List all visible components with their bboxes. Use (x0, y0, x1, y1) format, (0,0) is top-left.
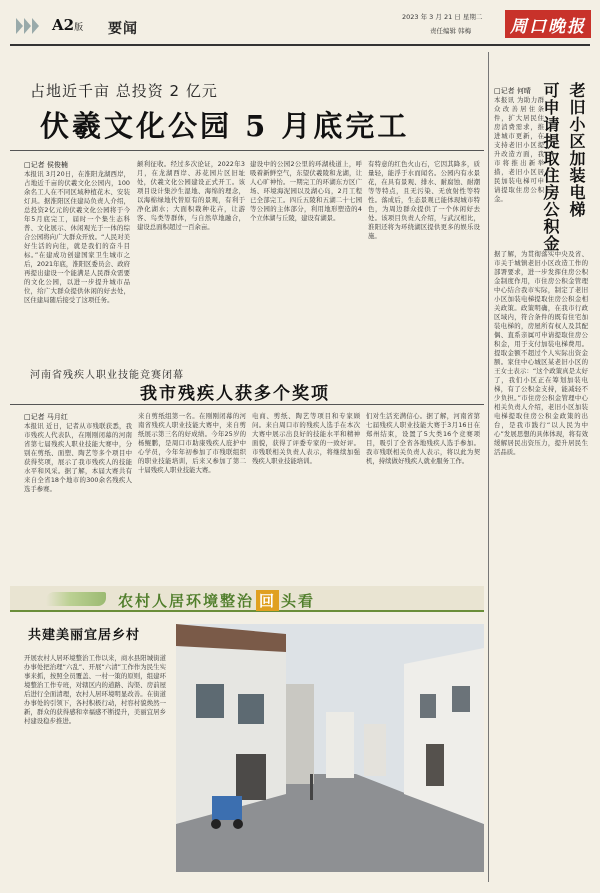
article3-subhead: 共建美丽宜居乡村 (28, 628, 141, 643)
article2-column-1 (24, 412, 132, 580)
header-arrows-icon (16, 18, 40, 38)
article3-text: 开展农村人居环境整治工作以来，商水县阳城街道办事处把治理“六乱”、开展“六清”工作作为民生实事来抓，按照全员覆盖、一村一策的原则，组建环境整治工作专班，对辖区内的道路、沟渠、房前屋后进行全面清理，农村人居环境明显改善。在街道办事处的引领下，各村积极行动，村容村貌焕然一新，群众的获得感和幸福感不断提升，美丽宜居乡村建设稳步推进。 (24, 654, 166, 725)
article2-rule (10, 404, 484, 405)
article4-headline-a: 老旧小区加装电梯 (567, 82, 586, 218)
article1-kicker: 占地近千亩 总投资 2 亿元 (30, 82, 218, 100)
article4-headline-b: 可申请提取住房公积金 (541, 82, 560, 252)
article4-intro-text: 本报讯 为助力群众改善居住条件，扩大居民住房消费需求，推进城市更新，在支持老旧小区提升改造方面，我市将推出新举措，老旧小区居民加装电梯可申请提取住房公积金。 (494, 96, 544, 203)
article1-byline: □记者 侯俊楠 (24, 161, 68, 169)
article4-body (494, 250, 588, 880)
article2-column-3 (252, 412, 360, 580)
article1-text-3: 建设中的公园2公里的环湖栈道上，呼吸着新鲜空气，东望伏羲陵和龙湖，让人心旷神怡。一期完工的环湖东方区广场、环境海泥园以及湖心岛，2月工程已全部完工。四丘五陵和五湖二十七园等公园的主体部分，利用地形塑造的4个立体湖与丘陵，建设有湖景。 (250, 160, 362, 222)
village-street-illustration (176, 624, 484, 872)
article2-column-4 (366, 412, 480, 580)
editors: 责任编辑 韩梅 (430, 27, 472, 35)
section-name: 要闻 (108, 21, 138, 37)
article1-column-4 (368, 160, 480, 360)
article1-column-3 (250, 160, 362, 360)
header-rule (10, 44, 590, 46)
banner-title: 农村人居环境整治 回 头看 (118, 592, 316, 610)
article1-text-2: 颠利征收。经过多次论证，2022年3月，在龙湖西岸、苏花园片区旧址处，伏羲文化公园建设正式开工。该项目设计集沙生湿地、海绵的理念，以海棉绿地代替原有的景观，有利于净化湖水；大面积栽种花卉，让游客、鸟类等群体，与自然草地融合，建设总面积超过一百余亩。 (137, 160, 245, 231)
article1-column-2 (137, 160, 245, 360)
article2-text-3: 电商、剪纸、陶艺等项目和专家顾问。来自周口市的残疾人选手在本次大赛中展示出良好的技能水平和精神面貌，获得了评委专家的一致好评。市残联相关负责人表示，将继续加强残疾人职业技能培训。 (252, 412, 360, 465)
article4-intro (494, 96, 544, 242)
article2-text-4: 们对生活充满信心。据了解，河南省第七届残疾人职业技能大赛于3月16日在郑州结束，设置了5大类16个竞赛项目，吸引了全省各地残疾人选手参加。我市残联相关负责人表示，将以此为契机，持续做好残疾人就业服务工作。 (366, 412, 480, 465)
article1-text-1: 本报讯 3月20日，在淮阳龙湖西岸，占地近千亩的伏羲文化公园内，100余名工人在不同区域种植花木、安装灯具。据淮阳区住建局负责人介绍，总投资2亿元的伏羲文化公园将于今年5月底完工，届时一个集生态科普、文化展示、休闲观光于一体的综合公园将向广大群众开放。“人民对美好生活的向往，就是我们的奋斗目标。”在建成功创建国家卫生城市之后，2021年底，淮阳区委员会、政府再提出建设一个能满足人民群众需要的文化公园，以进一步提升城市品位，给广大群众提供休闲的好去处，区住建局随后接受了这项任务。 (24, 170, 130, 304)
article2-byline: □记者 马月红 (24, 413, 68, 421)
village-street-photo (176, 624, 484, 872)
leaves-decoration-icon (46, 592, 106, 606)
article2-column-2 (138, 412, 246, 580)
article1-column-1 (24, 160, 130, 360)
article3-banner (10, 586, 484, 612)
newspaper-logo: 周口晚报 (505, 10, 591, 38)
article1-rule (10, 150, 484, 151)
page-number: A2版 (52, 16, 84, 34)
article4-body-text: 据了解，为贯彻落实中央及省、市关于城镇老旧小区改造工作的部署要求，进一步发挥住房公积金制度作用，市住房公积金管理中心结合我市实际，制定了老旧小区加装电梯提取住房公积金相关政策。政策明确，在我市行政区域内，符合条件的既有住宅加装电梯的，房屋所有权人及其配偶、直系亲属可申请提取住房公积金，用于支付加装电梯费用。提取金额不超过个人实际出资金额。家住中心城区某老旧小区的王女士表示：“这个政策真是太好了，我们小区正在筹划加装电梯，有了公积金支持，能减轻不少负担。”市住房公积金管理中心相关负责人介绍，老旧小区加装电梯提取住房公积金政策的出台，是我市践行“以人民为中心”发展思想的具体体现，将有效缓解居民出资压力，提升居民生活品质。 (494, 250, 588, 456)
page-header (10, 6, 590, 46)
article2-text-1: 本报讯 近日，记者从市残联获悉，我市残疾人代表队，在刚刚闭幕的河南省第七届残疾人职业技能大赛中，分别在剪纸、面塑、陶艺等多个项目中获得奖项，展示了我市残疾人的技能水平和风采。据了解，本届大赛共有来自全省18个地市的300余名残疾人选手参赛。 (24, 422, 132, 493)
column-divider (488, 52, 489, 882)
article4-byline: □记者 何晴 (494, 87, 531, 95)
article2-kicker: 河南省残疾人职业技能竞赛闭幕 (30, 370, 184, 381)
issue-date: 2023 年 3 月 21 日 星期二 (402, 13, 483, 21)
article3-column (24, 654, 166, 882)
article2-text-2: 来自剪纸组第一名。在刚刚闭幕的河南省残疾人职业技能大赛中，来自剪纸展示第三名的好成绩。今年25岁的杨鲲鹏，是周口市助康残疾人庇护中心学员，今年年初参加了市残联组织的职业技能培训，后来又参加了第二十届残疾人职业技能大赛。 (138, 412, 246, 474)
article2-headline: 我市残疾人获多个奖项 (140, 384, 330, 404)
banner-box-char: 回 (256, 590, 279, 611)
article1-headline: 伏羲文化公园 5 月底完工 (40, 109, 410, 143)
article1-text-4: 有特意的红色火山石，它因其降多，质量轻，能浮于水而闻名。公园内有水景花，在具有景观、排水、耐腐蚀、耐潮等等特点，且无污染、无放射性等特性。落成后，生态景观已能体现城市特色，为周边群众提供了一个休闲好去处。该项目负责人介绍，与武汉相比，淮阳还将为环绕湖区提供更多的娱乐设施。 (368, 160, 480, 240)
